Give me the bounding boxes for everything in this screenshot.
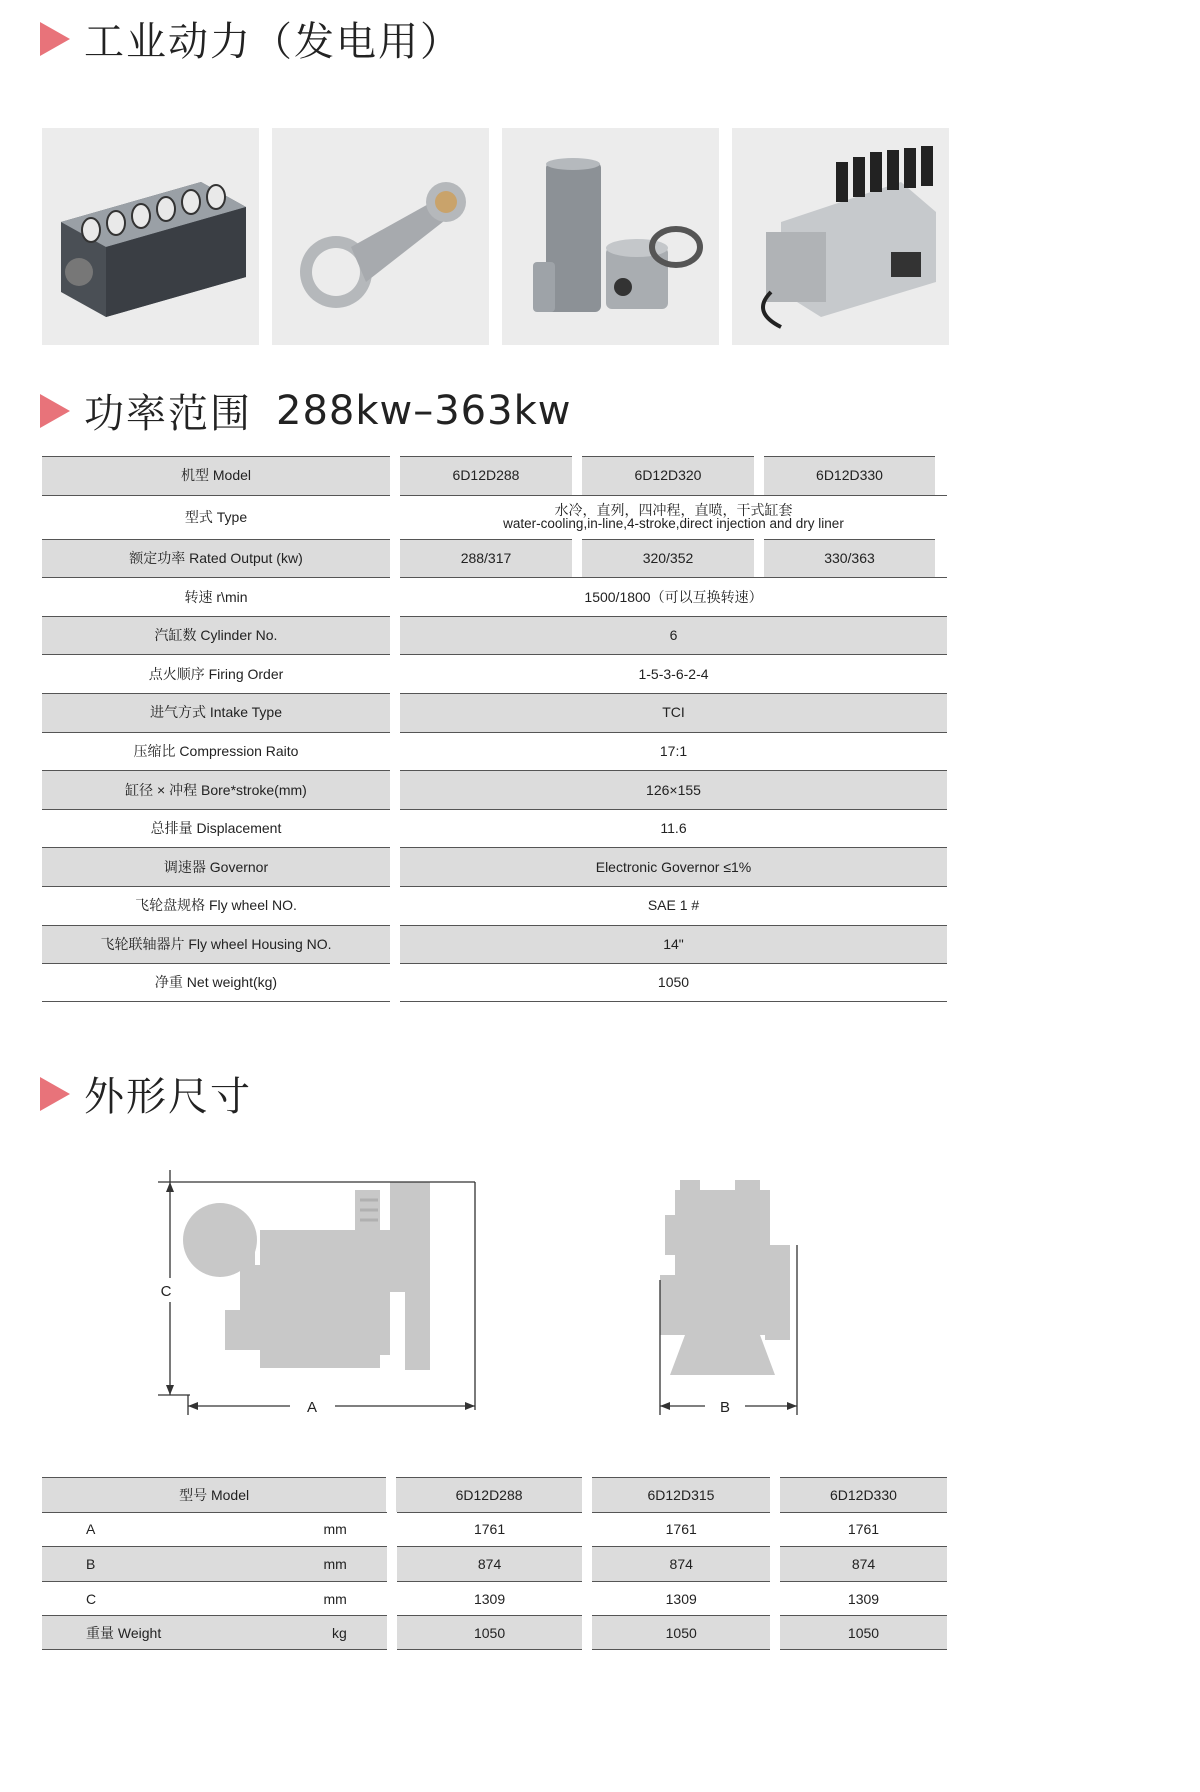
cell-value: 874 xyxy=(780,1546,947,1581)
row-label: 额定功率 Rated Output (kw) xyxy=(42,539,390,578)
section-title-dimensions xyxy=(40,1065,252,1122)
row-unit: mm xyxy=(323,1590,347,1607)
dimension-table xyxy=(42,1477,947,1650)
cell-value: 1761 xyxy=(592,1512,770,1547)
cell-value: 1050 xyxy=(400,963,947,1002)
row-label: 飞轮盘规格 Fly wheel NO. xyxy=(42,886,390,925)
photo-connecting-rod xyxy=(272,128,489,345)
section-title-power-range xyxy=(40,382,571,439)
dimension-label-a: A xyxy=(306,1399,318,1416)
table-row xyxy=(42,1615,947,1650)
cell-value: 6 xyxy=(400,616,947,655)
cell-value: 1309 xyxy=(592,1581,770,1616)
cell-value: Electronic Governor ≤1% xyxy=(400,847,947,886)
table-row xyxy=(42,1581,947,1616)
row-label: 压缩比 Compression Raito xyxy=(42,732,390,771)
header-label: 型号 Model xyxy=(42,1477,386,1512)
cell-value: 6D12D330 xyxy=(764,456,935,495)
photo-cylinder-block xyxy=(42,128,259,345)
cell-value: 320/352 xyxy=(582,539,754,578)
table-row xyxy=(42,616,947,655)
cell-value: 1761 xyxy=(780,1512,947,1547)
type-line-cn: 水冷，直列，四冲程，直喷，干式缸套 xyxy=(554,501,793,518)
cell-value: 1050 xyxy=(397,1615,583,1650)
row-label: 缸径 × 冲程 Bore*stroke(mm) xyxy=(42,770,390,809)
table-row xyxy=(42,925,947,964)
row-label: 总排量 Displacement xyxy=(42,809,390,848)
row-label: 进气方式 Intake Type xyxy=(42,693,390,732)
connecting-rod-icon xyxy=(281,152,481,322)
header-model: 6D12D288 xyxy=(396,1477,582,1512)
section-title-industrial xyxy=(40,10,462,67)
table-row xyxy=(42,1512,947,1547)
table-header-row xyxy=(42,1477,947,1512)
table-row xyxy=(42,847,947,886)
row-unit: mm xyxy=(323,1521,347,1538)
cell-value xyxy=(400,495,947,539)
table-row xyxy=(42,732,947,771)
type-line-en: water-cooling,in-line,4-stroke,direct injection and dry liner xyxy=(503,516,844,532)
row-label-cell xyxy=(42,1512,387,1547)
photo-fuel-pump xyxy=(732,128,949,345)
row-label-cell xyxy=(42,1615,387,1650)
cell-value: 1309 xyxy=(397,1581,583,1616)
spec-table xyxy=(42,456,947,1002)
row-label: 汽缸数 Cylinder No. xyxy=(42,616,390,655)
table-row xyxy=(42,654,947,693)
dimension-label-c: C xyxy=(160,1283,172,1300)
row-label: 飞轮联轴器片 Fly wheel Housing NO. xyxy=(42,925,390,964)
triangle-arrow-icon xyxy=(40,22,70,56)
row-label: 转速 r\min xyxy=(42,577,390,616)
row-label: 型式 Type xyxy=(42,495,390,539)
row-name: A xyxy=(86,1521,96,1538)
row-unit: kg xyxy=(332,1624,347,1641)
cell-value: 874 xyxy=(397,1546,583,1581)
row-label: 点火顺序 Firing Order xyxy=(42,654,390,693)
cell-value: 1309 xyxy=(780,1581,947,1616)
cell-value: 126×155 xyxy=(400,770,947,809)
cylinder-block-icon xyxy=(51,152,251,322)
dimension-label-b: B xyxy=(719,1399,731,1416)
row-name: C xyxy=(86,1590,97,1607)
cell-value: 1050 xyxy=(780,1615,947,1650)
row-label: 机型 Model xyxy=(42,456,390,495)
header-model: 6D12D330 xyxy=(780,1477,947,1512)
engine-side-view-diagram xyxy=(150,1170,480,1420)
row-name: 重量 Weight xyxy=(86,1624,162,1641)
triangle-arrow-icon xyxy=(40,394,70,428)
row-name: B xyxy=(86,1555,96,1572)
product-photos xyxy=(42,128,949,345)
cell-value: TCI xyxy=(400,693,947,732)
cell-value: 6D12D320 xyxy=(582,456,754,495)
cell-value: 1050 xyxy=(592,1615,770,1650)
table-row xyxy=(42,539,947,578)
table-row xyxy=(42,693,947,732)
table-row xyxy=(42,577,947,616)
cell-value: 288/317 xyxy=(400,539,572,578)
cylinder-liner-piston-icon xyxy=(511,152,711,322)
row-unit: mm xyxy=(323,1555,347,1572)
table-row xyxy=(42,886,947,925)
power-range-value: 288kw–363kw xyxy=(276,387,572,434)
cell-value: 1-5-3-6-2-4 xyxy=(400,654,947,693)
table-row xyxy=(42,1546,947,1581)
cell-value: 11.6 xyxy=(400,809,947,848)
row-label: 调速器 Governor xyxy=(42,847,390,886)
cell-value: 330/363 xyxy=(764,539,935,578)
triangle-arrow-icon xyxy=(40,1077,70,1111)
cell-value: SAE 1 # xyxy=(400,886,947,925)
section-title-text: 功率范围 xyxy=(84,391,252,437)
section-title-text: 外形尺寸 xyxy=(84,1074,252,1120)
table-row xyxy=(42,456,947,495)
section-title-text: 工业动力（发电用） xyxy=(84,19,462,65)
cell-value: 874 xyxy=(592,1546,770,1581)
fuel-injection-pump-icon xyxy=(741,142,941,332)
row-label: 净重 Net weight(kg) xyxy=(42,963,390,1002)
table-row xyxy=(42,495,947,539)
header-model: 6D12D315 xyxy=(592,1477,770,1512)
engine-front-view-diagram xyxy=(650,1170,810,1420)
row-label-cell xyxy=(42,1581,387,1616)
cell-value: 1500/1800（可以互换转速） xyxy=(400,577,947,616)
cell-value: 17:1 xyxy=(400,732,947,771)
row-label-cell xyxy=(42,1546,387,1581)
cell-value: 1761 xyxy=(397,1512,583,1547)
table-row xyxy=(42,770,947,809)
photo-liner-piston xyxy=(502,128,719,345)
cell-value: 6D12D288 xyxy=(400,456,572,495)
cell-value: 14" xyxy=(400,925,947,964)
table-row xyxy=(42,963,947,1002)
table-row xyxy=(42,809,947,848)
